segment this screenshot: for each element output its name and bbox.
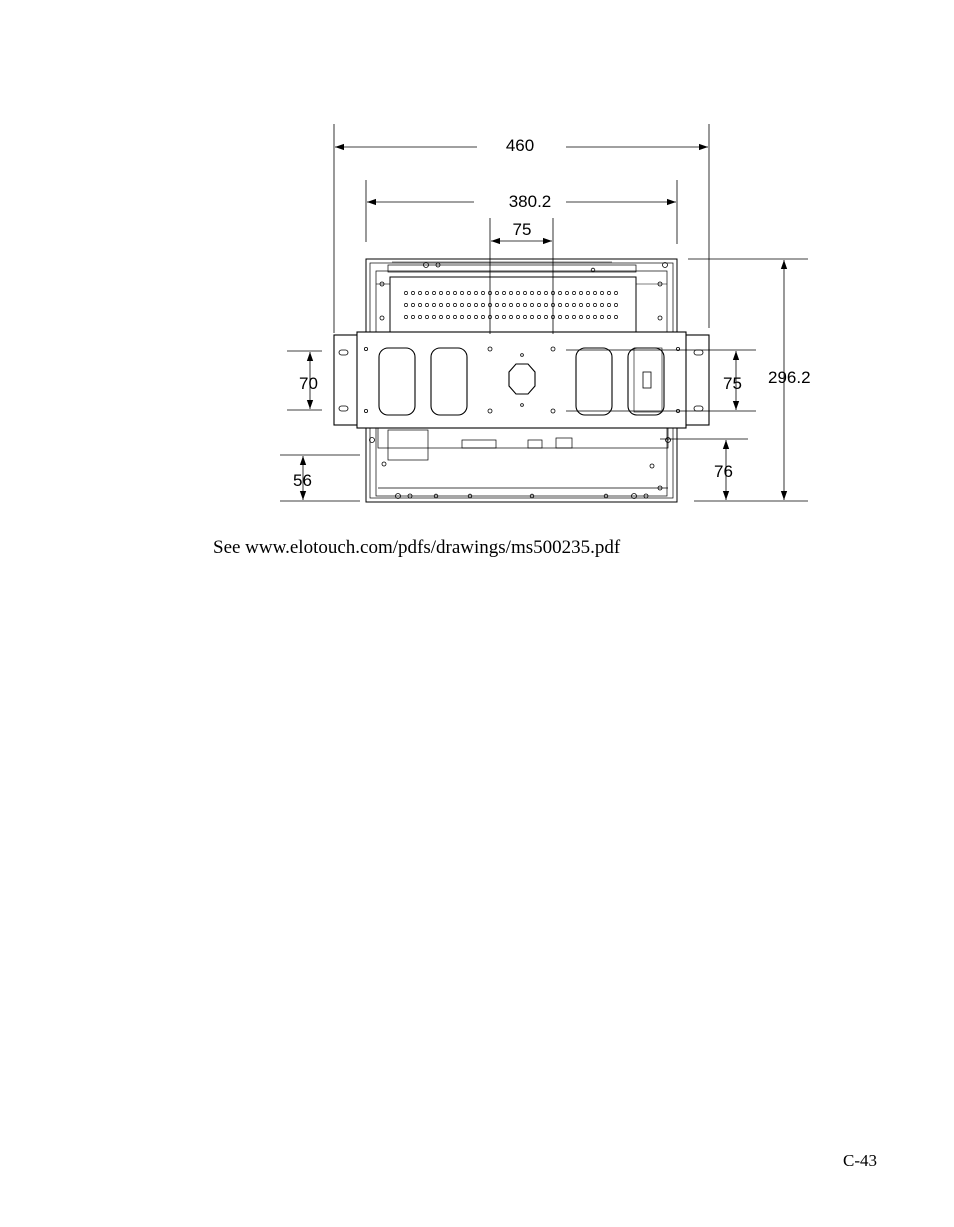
dim-overall-height: 296.2: [768, 368, 811, 387]
vent-hole: [404, 303, 407, 306]
vent-hole: [565, 303, 568, 306]
vent-hole: [446, 291, 449, 294]
vent-hole: [467, 291, 470, 294]
vent-hole: [544, 315, 547, 318]
vent-hole: [404, 291, 407, 294]
vent-hole: [467, 315, 470, 318]
vent-hole: [593, 303, 596, 306]
vent-hole: [593, 291, 596, 294]
vent-hole: [418, 291, 421, 294]
vent-hole: [530, 303, 533, 306]
vent-hole: [537, 291, 540, 294]
vent-hole: [460, 315, 463, 318]
vent-hole: [509, 315, 512, 318]
vent-hole: [607, 291, 610, 294]
vent-hole: [502, 303, 505, 306]
vent-hole: [614, 291, 617, 294]
vent-hole: [593, 315, 596, 318]
vent-hole: [446, 303, 449, 306]
vent-hole: [516, 303, 519, 306]
page-number: C-43: [843, 1151, 877, 1170]
vent-hole: [586, 303, 589, 306]
dimension-lines: [280, 124, 808, 501]
vent-hole: [411, 315, 414, 318]
vent-hole: [572, 303, 575, 306]
vent-hole: [404, 315, 407, 318]
vent-hole: [579, 315, 582, 318]
dim-overall-width: 460: [505, 136, 535, 155]
dim-bracket-height: 70: [299, 374, 318, 393]
vent-hole: [537, 303, 540, 306]
vent-hole: [432, 291, 435, 294]
vent-hole: [565, 315, 568, 318]
vent-hole: [460, 291, 463, 294]
vent-hole: [544, 303, 547, 306]
vent-hole: [586, 315, 589, 318]
vent-hole: [481, 291, 484, 294]
vent-hole: [516, 291, 519, 294]
vent-hole: [495, 315, 498, 318]
vent-holes: [404, 291, 617, 318]
vent-hole: [530, 291, 533, 294]
vent-hole: [607, 315, 610, 318]
vent-hole: [523, 303, 526, 306]
vent-hole: [509, 303, 512, 306]
vent-hole: [530, 315, 533, 318]
vent-hole: [572, 315, 575, 318]
vent-hole: [558, 303, 561, 306]
dim-bottom-offset-right: 76: [714, 462, 733, 481]
dim-bottom-offset-left: 56: [293, 471, 312, 490]
vent-hole: [614, 303, 617, 306]
drawing-reference-caption: See www.elotouch.com/pdfs/drawings/ms500235.pdf: [213, 537, 621, 558]
vent-hole: [460, 303, 463, 306]
dim-vesa-vertical: 75: [723, 374, 742, 393]
vent-hole: [474, 291, 477, 294]
vent-hole: [502, 315, 505, 318]
vent-hole: [614, 315, 617, 318]
dim-vesa-horizontal: 75: [512, 220, 532, 239]
vent-hole: [572, 291, 575, 294]
vent-hole: [418, 315, 421, 318]
dim-bezel-width: 380.2: [508, 192, 552, 211]
mounting-bracket: [334, 332, 709, 428]
vent-hole: [509, 291, 512, 294]
vent-hole: [502, 291, 505, 294]
vent-hole: [579, 303, 582, 306]
vent-hole: [418, 303, 421, 306]
vent-hole: [607, 303, 610, 306]
vent-hole: [579, 291, 582, 294]
vent-hole: [495, 291, 498, 294]
vent-hole: [467, 303, 470, 306]
vent-hole: [425, 303, 428, 306]
vent-hole: [446, 315, 449, 318]
vent-hole: [453, 291, 456, 294]
vent-hole: [432, 303, 435, 306]
vent-hole: [558, 291, 561, 294]
vent-hole: [600, 291, 603, 294]
vent-hole: [411, 291, 414, 294]
vent-hole: [425, 315, 428, 318]
vent-hole: [523, 291, 526, 294]
vent-hole: [474, 303, 477, 306]
vent-hole: [523, 315, 526, 318]
vent-hole: [474, 315, 477, 318]
vent-hole: [439, 315, 442, 318]
vent-hole: [439, 291, 442, 294]
vent-hole: [586, 291, 589, 294]
vent-hole: [516, 315, 519, 318]
vent-hole: [411, 303, 414, 306]
vent-hole: [481, 303, 484, 306]
vent-hole: [565, 291, 568, 294]
vent-hole: [537, 315, 540, 318]
vent-hole: [544, 291, 547, 294]
vent-hole: [495, 303, 498, 306]
vent-hole: [600, 303, 603, 306]
vent-hole: [425, 291, 428, 294]
vent-hole: [481, 315, 484, 318]
vent-hole: [439, 303, 442, 306]
vent-hole: [453, 315, 456, 318]
vent-hole: [558, 315, 561, 318]
vent-hole: [600, 315, 603, 318]
vent-hole: [432, 315, 435, 318]
dimension-labels: [293, 136, 811, 490]
vent-hole: [453, 303, 456, 306]
